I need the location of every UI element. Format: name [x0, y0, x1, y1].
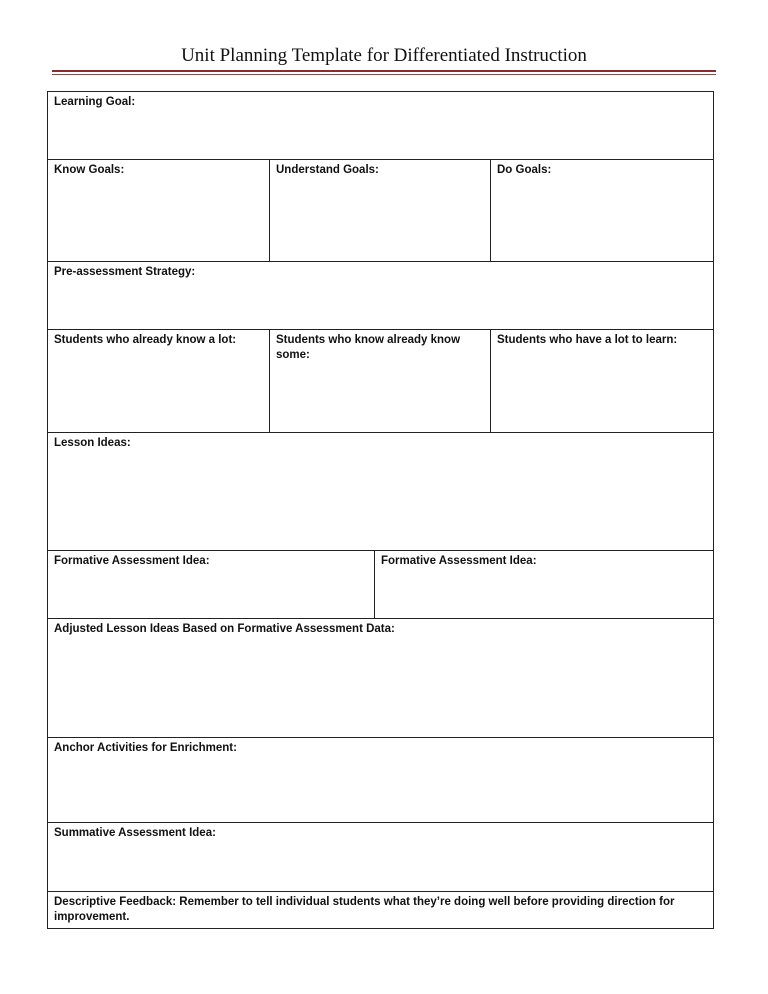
students-know-lot-cell[interactable]	[48, 330, 270, 433]
adjusted-lessons-cell[interactable]	[48, 619, 714, 738]
document-title: Unit Planning Template for Differentiated Instruction	[181, 45, 587, 66]
summative-assessment-cell[interactable]	[48, 823, 714, 892]
formative-idea-1-label: Formative Assessment Idea:	[54, 555, 210, 567]
students-lot-to-learn-cell[interactable]	[491, 330, 714, 433]
pre-assessment-label: Pre-assessment Strategy:	[54, 266, 196, 278]
formative-idea-1-cell[interactable]	[48, 551, 375, 619]
formative-idea-2-cell[interactable]	[375, 551, 714, 619]
understand-goals-label: Understand Goals:	[276, 164, 379, 176]
summative-assessment-label: Summative Assessment Idea:	[54, 827, 216, 839]
pre-assessment-cell[interactable]	[48, 262, 714, 330]
lesson-ideas-cell[interactable]	[48, 433, 714, 551]
do-goals-label: Do Goals:	[497, 164, 552, 176]
learning-goal-label: Learning Goal:	[54, 96, 136, 108]
students-know-some-label: Students who know already know some:	[276, 334, 461, 361]
students-know-lot-label: Students who already know a lot:	[54, 334, 237, 346]
learning-goal-cell[interactable]	[48, 92, 714, 160]
descriptive-feedback-cell[interactable]	[48, 892, 714, 929]
students-lot-to-learn-label: Students who have a lot to learn:	[497, 334, 678, 346]
title-rule-thick	[52, 70, 716, 72]
anchor-activities-label: Anchor Activities for Enrichment:	[54, 742, 237, 754]
planning-table	[47, 91, 714, 929]
formative-idea-2-label: Formative Assessment Idea:	[381, 555, 537, 567]
students-know-some-cell[interactable]	[270, 330, 491, 433]
adjusted-lessons-label: Adjusted Lesson Ideas Based on Formative Assessment Data:	[54, 623, 395, 635]
know-goals-label: Know Goals:	[54, 164, 125, 176]
descriptive-feedback-label: Descriptive Feedback: Remember to tell individual students what they’re doing well before providing direction for improvement.	[54, 896, 675, 923]
title-rule-thin	[52, 74, 716, 75]
know-goals-cell[interactable]	[48, 160, 270, 262]
understand-goals-cell[interactable]	[270, 160, 491, 262]
anchor-activities-cell[interactable]	[48, 738, 714, 823]
lesson-ideas-label: Lesson Ideas:	[54, 437, 131, 449]
do-goals-cell[interactable]	[491, 160, 714, 262]
